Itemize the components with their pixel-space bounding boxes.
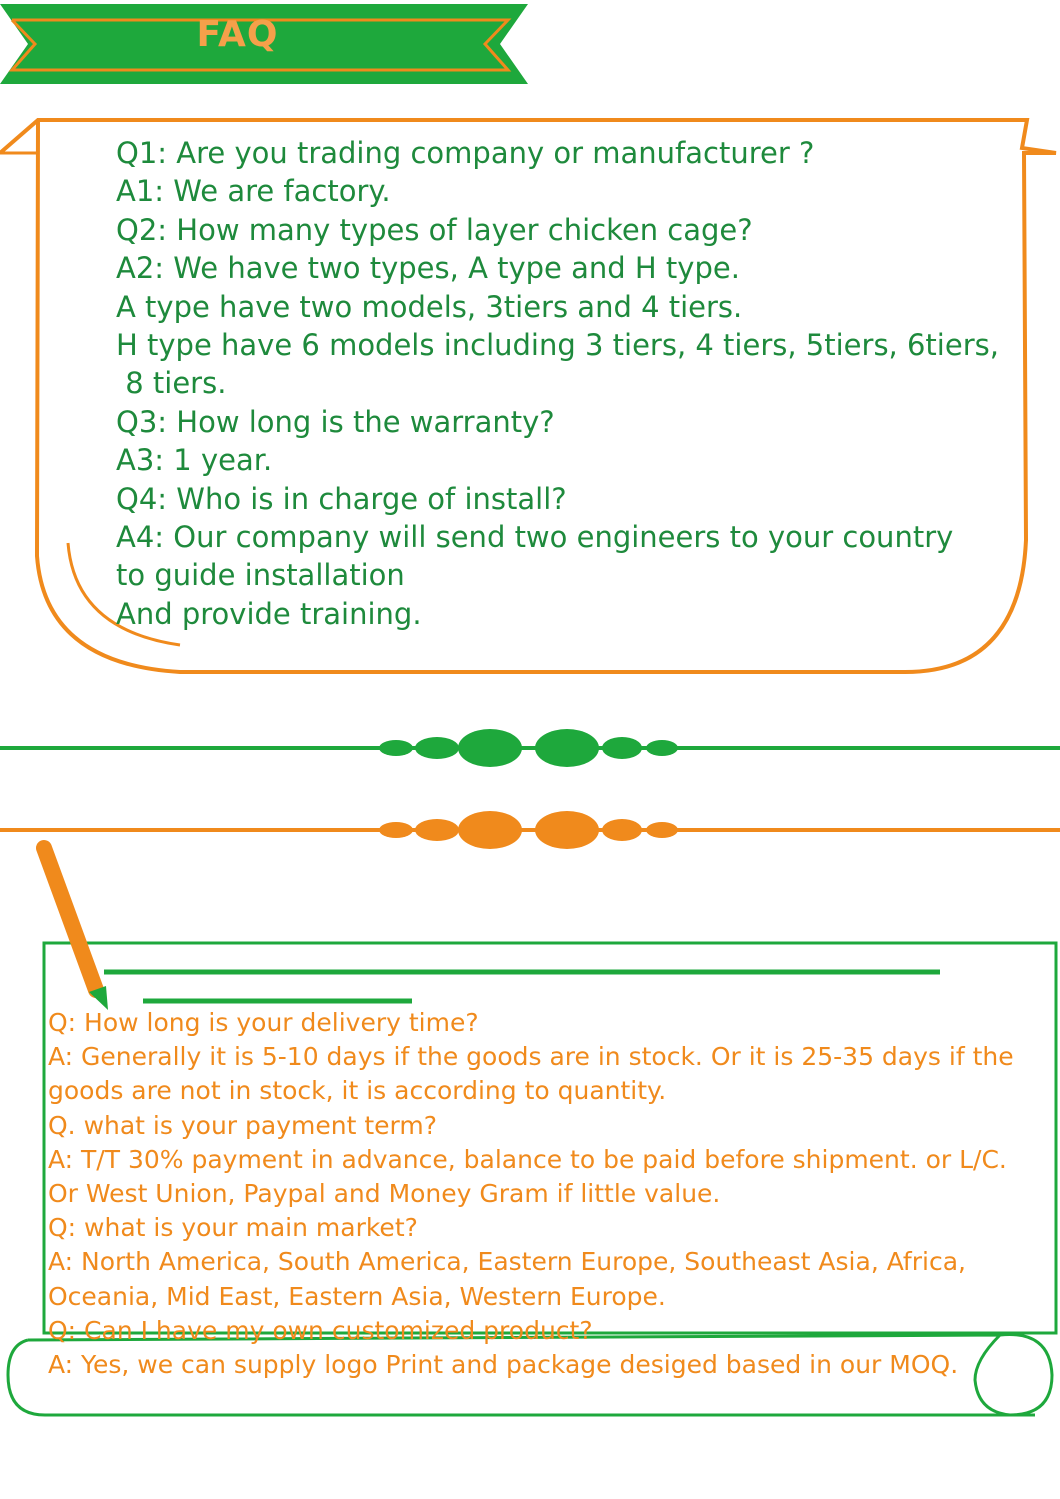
bead-divider-green-icon xyxy=(0,729,1060,767)
faq-top-list xyxy=(116,134,1016,633)
faq-bottom-list xyxy=(48,1006,1058,1382)
pencil-icon xyxy=(44,848,108,1010)
faq-line: A: Generally it is 5-10 days if the goods are in stock. Or it is 25-35 days if the xyxy=(48,1042,1014,1072)
faq-line: A4: Our company will send two engineers to your country xyxy=(116,520,954,555)
faq-line: Q. what is your payment term? xyxy=(48,1110,437,1140)
faq-line: goods are not in stock, it is according to quantity. xyxy=(48,1076,667,1106)
faq-line: A: Yes, we can supply logo Print and package desiged based in our MOQ. xyxy=(48,1350,959,1380)
faq-line: H type have 6 models including 3 tiers, 4 tiers, 5tiers, 6tiers, xyxy=(116,328,999,363)
faq-line: Q: How long is your delivery time? xyxy=(48,1008,479,1037)
faq-line: Oceania, Mid East, Eastern Asia, Western Europe. xyxy=(48,1281,666,1311)
faq-line: Q2: How many types of layer chicken cage? xyxy=(116,212,753,247)
faq-line: to guide installation xyxy=(116,558,405,593)
faq-line: A2: We have two types, A type and H type. xyxy=(116,251,740,286)
page-title: FAQ xyxy=(196,14,279,55)
faq-line: Q4: Who is in charge of install? xyxy=(116,481,567,516)
faq-line: A type have two models, 3tiers and 4 tiers. xyxy=(116,289,743,324)
faq-line: Q1: Are you trading company or manufacturer ? xyxy=(116,136,815,170)
faq-line: Or West Union, Paypal and Money Gram if little value. xyxy=(48,1179,721,1209)
faq-line: Q3: How long is the warranty? xyxy=(116,404,555,439)
bead-divider-orange-icon xyxy=(0,811,1060,849)
faq-line: Q: what is your main market? xyxy=(48,1213,418,1243)
faq-line: Q: Can I have my own customized product? xyxy=(48,1315,593,1345)
faq-line: A3: 1 year. xyxy=(116,443,273,478)
faq-line: 8 tiers. xyxy=(116,366,227,401)
faq-line: A: T/T 30% payment in advance, balance to be paid before shipment. or L/C. xyxy=(48,1144,1007,1174)
faq-line: A: North America, South America, Eastern Europe, Southeast Asia, Africa, xyxy=(48,1247,966,1277)
faq-line: And provide training. xyxy=(116,596,422,631)
faq-line: A1: We are factory. xyxy=(116,174,391,209)
